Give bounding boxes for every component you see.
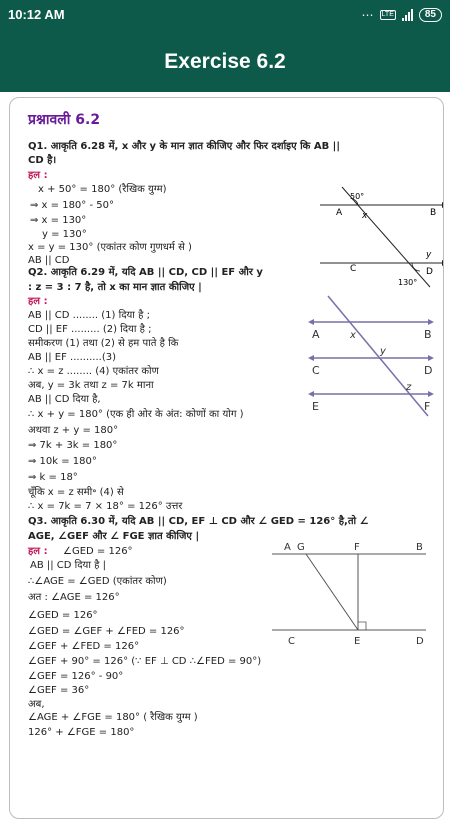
arrow-head-icon [442,260,444,266]
arrow-head-icon [428,355,434,361]
content-card[interactable] [9,97,444,819]
q3-text-cont: AGE, ∠GEF और ∠ FGE ज्ञात कीजिए | [28,531,200,542]
q2-text-cont: : z = 3 : 7 है, तो x का मान ज्ञात कीजिए | [28,282,202,293]
label-a: A [336,208,343,218]
q1-step: y = 130° [42,229,87,240]
q2-step: अथवा z + y = 180° [28,425,119,436]
q1-text-cont: CD है। [28,155,57,166]
q1-step: ⇒ x = 130° [30,215,87,226]
q3-step: ∠GED = ∠GEF + ∠FED = 126° [28,626,185,637]
figure-6-29 [308,294,438,419]
q2-step: ⇒ 10k = 180° [28,456,97,467]
status-bar [0,0,450,30]
label-b: B [430,208,437,218]
arrow-head-icon [428,391,434,397]
arrow-head-icon [442,202,444,208]
signal-icon [402,9,413,21]
q2-step: ∴ x = 7k = 7 × 18° = 126° उत्तर [28,501,183,512]
q2-step: समीकरण (1) तथा (2) से हम पाते है कि [28,338,179,349]
exercise-heading: प्रश्नावली 6.2 [28,112,101,128]
q1-text: Q1. आकृति 6.28 में, x और y के मान ज्ञात कीजिए और फिर दर्शाइए कि AB || [28,141,340,152]
label-b: B [424,328,432,341]
q3-step: ∠GEF = 126° - 90° [28,671,124,682]
label-g: G [297,542,305,553]
q1-step: x + 50° = 180° (रैखिक युग्म) [38,184,167,195]
q3-step: AB || CD दिया है | [30,560,106,571]
q2-step: ∴ x + y = 180° (एक ही ओर के अंत: कोणों का योग ) [28,409,244,420]
label-y: y [380,346,386,357]
status-time: 10:12 AM [8,7,65,22]
label-x: x [362,211,368,221]
label-e: E [354,636,361,647]
label-d: D [424,364,433,377]
q3-step: ∠GED = 126° [63,546,133,557]
label-c: C [350,264,357,274]
label-c: C [312,364,320,377]
page-title: Exercise 6.2 [164,50,286,73]
label-x: x [350,330,356,341]
q2-step: ⇒ k = 18° [28,472,78,483]
label-a: A [312,328,320,341]
exercise-page [28,98,438,808]
figure-6-28 [320,183,444,293]
label-b: B [416,542,423,553]
q3-solution-label: हल : [28,546,48,557]
label-z: z [406,382,412,393]
q3-step: ∠AGE + ∠FGE = 180° ( रैखिक युग्म ) [28,712,198,723]
label-angle-130: 130° [398,278,418,287]
label-angle-50: 50° [350,192,365,201]
q3-step: अत : ∠AGE = 126° [28,592,120,603]
right-angle-mark [358,622,366,630]
label-c: C [288,636,295,647]
lte-icon: LTE [381,11,394,18]
q2-step: CD || EF ......... (2) दिया है ; [28,324,152,335]
q2-step: चूँकि x = z समी॰ (4) से [28,487,124,498]
q3-step: ∠GEF = 36° [28,685,90,696]
notification-dots-icon: ⋯ [361,8,374,22]
arrow-head-icon [428,319,434,325]
battery-icon: 85 [419,8,442,22]
q2-step: AB || CD दिया है, [28,394,101,405]
q3-step: ∠GED = 126° [28,610,98,621]
arrow-head-icon [308,391,314,397]
label-a: A [284,542,291,553]
q2-solution-label: हल : [28,296,48,307]
q3-step: अब, [28,699,45,710]
q2-step: AB || EF ..........(3) [28,352,116,363]
angle-arc [412,263,420,271]
label-y: y [426,250,432,260]
status-icons [362,6,442,24]
figure-6-30 [266,540,428,652]
label-d: D [416,636,424,647]
label-f: F [354,542,360,553]
q3-step: ∠GEF + ∠FED = 126° [28,641,140,652]
label-e: E [312,400,319,413]
arrow-head-icon [308,355,314,361]
transversal [328,296,431,416]
q3-text: Q3. आकृति 6.30 में, यदि AB || CD, EF ⊥ CD और ∠ GED = 126° है,तो ∠ [28,516,369,527]
q1-solution-label: हल : [28,170,48,181]
q3-step: ∴∠AGE = ∠GED (एकांतर कोण) [28,576,167,587]
q1-step: AB || CD [28,255,70,266]
q1-step: ⇒ x = 180° - 50° [30,200,114,211]
label-f: F [424,400,431,413]
q2-step: AB || CD ........ (1) दिया है ; [28,310,150,321]
q2-step: ⇒ 7k + 3k = 180° [28,440,118,451]
app-bar [0,30,450,92]
q3-step: ∠GEF + 90° = 126° (∵ EF ⊥ CD ∴∠FED = 90°) [28,656,262,667]
q2-step: अब, y = 3k तथा z = 7k माना [28,380,154,391]
arrow-head-icon [308,319,314,325]
line-ge [306,554,358,630]
label-d: D [426,267,433,277]
q3-step: 126° + ∠FGE = 180° [28,727,135,738]
q1-step: x = y = 130° (एकांतर कोण गुणधर्म से ) [28,242,192,253]
q2-step: ∴ x = z ........ (4) एकांतर कोण [28,366,159,377]
q2-text: Q2. आकृति 6.29 में, यदि AB || CD, CD || EF और y [28,267,263,278]
